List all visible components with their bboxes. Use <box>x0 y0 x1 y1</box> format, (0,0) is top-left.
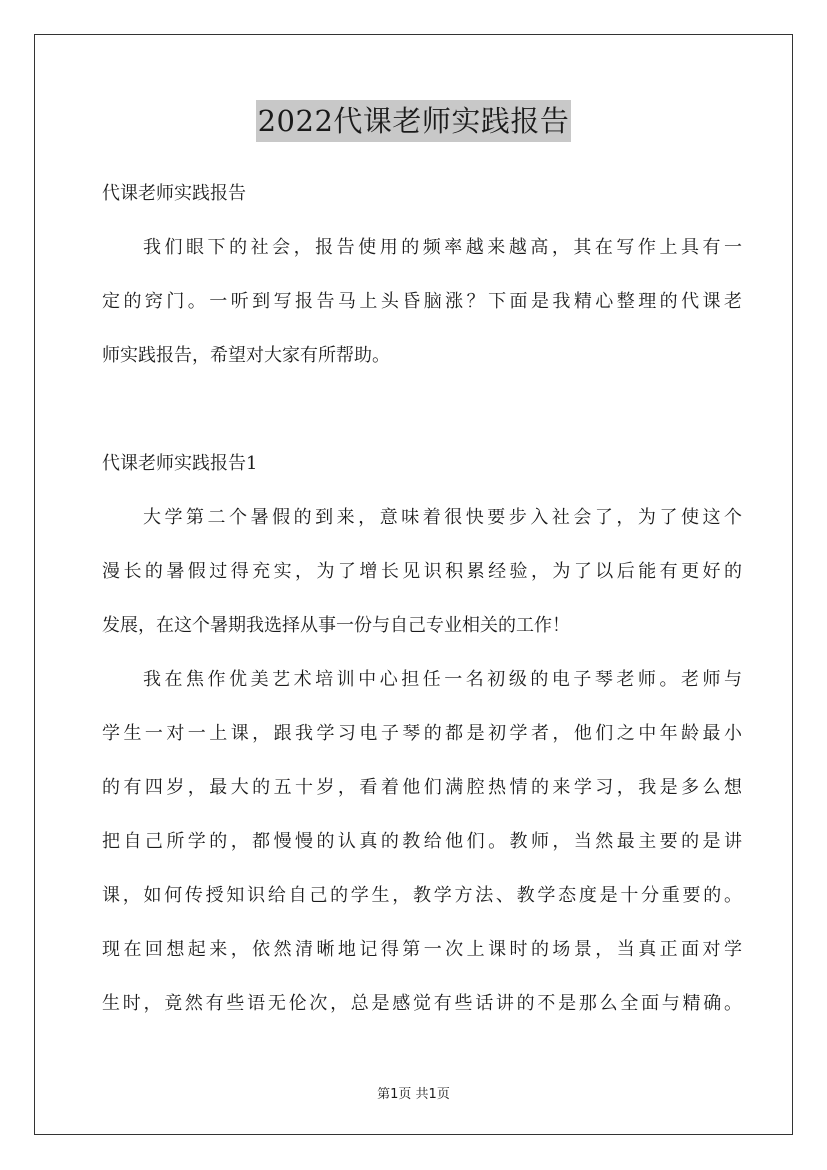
intro-line: 师实践报告，希望对大家有所帮助。 <box>102 345 390 366</box>
paragraph-line: 现在回想起来，依然清晰地记得第一次上课时的场景，当真正面对学 <box>102 939 742 960</box>
paragraph-line: 课，如何传授知识给自己的学生，教学方法、教学态度是十分重要的。 <box>102 885 742 906</box>
section-heading: 代课老师实践报告1 <box>102 453 258 474</box>
paragraph-line: 我在焦作优美艺术培训中心担任一名初级的电子琴老师。老师与 <box>143 669 742 690</box>
paragraph-line: 发展，在这个暑期我选择从事一份与自己专业相关的工作！ <box>102 615 570 636</box>
paragraph-line: 大学第二个暑假的到来，意味着很快要步入社会了，为了使这个 <box>143 507 742 528</box>
page-footer: 第1页 共1页 <box>377 1087 450 1102</box>
document-body <box>102 176 742 1040</box>
document-title: 2022代课老师实践报告 <box>256 100 572 142</box>
intro-line: 我们眼下的社会，报告使用的频率越来越高，其在写作上具有一 <box>143 237 742 258</box>
subtitle: 代课老师实践报告 <box>102 183 246 204</box>
title-container <box>0 100 827 142</box>
paragraph-line: 漫长的暑假过得充实，为了增长见识积累经验，为了以后能有更好的 <box>102 561 742 582</box>
paragraph-line: 的有四岁，最大的五十岁，看着他们满腔热情的来学习，我是多么想 <box>102 777 742 798</box>
paragraph-line: 把自己所学的，都慢慢的认真的教给他们。教师，当然最主要的是讲 <box>102 831 742 852</box>
intro-line: 定的窍门。一听到写报告马上头昏脑涨？下面是我精心整理的代课老 <box>102 291 742 312</box>
paragraph-line: 学生一对一上课，跟我学习电子琴的都是初学者，他们之中年龄最小 <box>102 723 742 744</box>
paragraph-line: 生时，竟然有些语无伦次，总是感觉有些话讲的不是那么全面与精确。 <box>102 993 742 1014</box>
